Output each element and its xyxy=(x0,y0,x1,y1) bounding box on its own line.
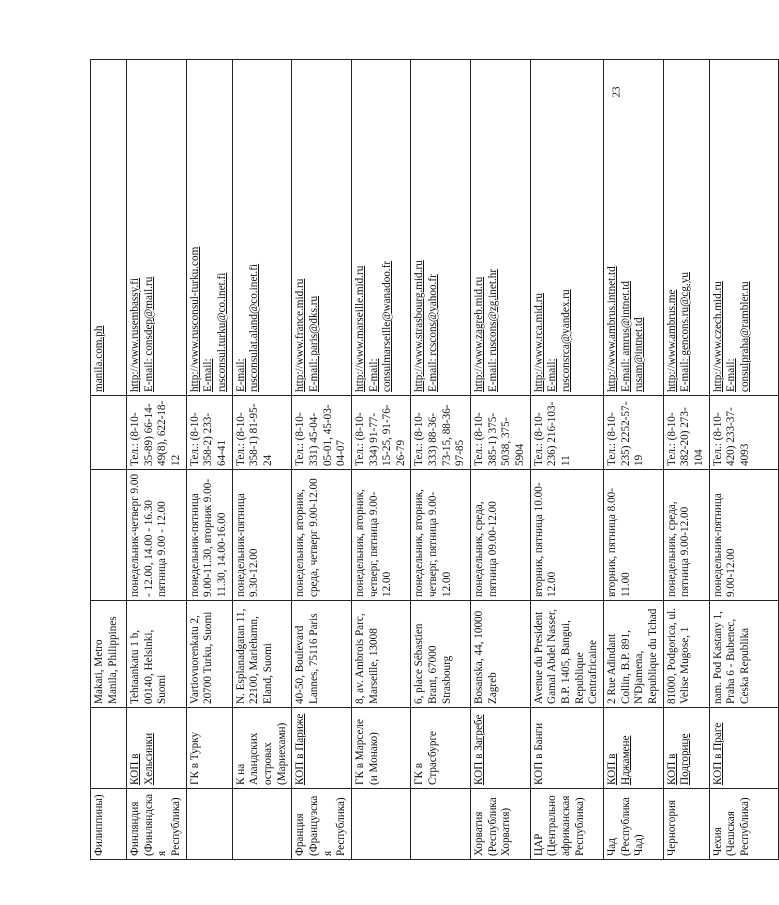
country-cell: ЦАР (Центральноафриканская Республика) xyxy=(530,789,603,860)
web-email-cell xyxy=(663,60,709,396)
contact-link[interactable]: E-mail: gencons.ru@cg.yu xyxy=(679,272,692,392)
web-email-cell xyxy=(127,60,187,396)
country-cell: Филиппины) xyxy=(91,789,127,860)
phone-cell: Тел.: (8-10-331) 45-04-05-01, 45-03-04-07 xyxy=(292,396,352,470)
phone-cell: Тел.: (8-10-333) 88-36-73-15, 88-36-97-85 xyxy=(411,396,471,470)
country-cell: Финляндия (Финляндская Республика) xyxy=(127,789,187,860)
country-cell: Хорватия (Республика Хорватия) xyxy=(471,789,531,860)
contact-link[interactable]: consulmarseille@wanadoo.fr xyxy=(381,260,394,392)
contact-link[interactable]: E-mail: xyxy=(234,358,247,392)
web-email-cell xyxy=(232,60,292,396)
contact-link[interactable]: http://www.rusconsul-turku.com xyxy=(188,246,201,392)
contact-link[interactable]: E-mail: amrus@intnet.td xyxy=(619,281,632,392)
phone-cell: Тел.: (8-10-420) 233-37-4093 xyxy=(709,396,778,470)
web-email-cell xyxy=(411,60,471,396)
country-cell xyxy=(186,789,232,860)
hours-cell xyxy=(91,470,127,601)
office-cell xyxy=(91,708,127,789)
office-cell: КОП в Банги xyxy=(530,708,603,789)
address-cell: 6, place Sébastien Brant, 67000 Strasbourg xyxy=(411,601,471,708)
address-cell: Tehtaankatu 1 b, 00140, Helsinki, Suomi xyxy=(127,601,187,708)
contact-link[interactable]: E-mail: rcscons@yahoo.fr xyxy=(427,274,440,392)
phone-cell: Тел.: (8-10-236) 216-103-11 xyxy=(530,396,603,470)
address-cell: Vartiovuorenkatu 2, 20700 Turku, Suomi xyxy=(186,601,232,708)
office-cell: КОП в Нджамене xyxy=(604,708,664,789)
phone-cell: Тел.: (8-10-358-2) 233-64-41 xyxy=(186,396,232,470)
office-cell: КОП в Загребе xyxy=(471,708,531,789)
office-cell: КОП в Хельсинки xyxy=(127,708,187,789)
contact-link[interactable]: E-mail: ruscons@zg.inet.hr xyxy=(486,268,499,392)
office-cell: КОП в Праге xyxy=(709,708,778,789)
country-cell: Чехия (Чешская Республика) xyxy=(709,789,778,860)
phone-cell: Тел.: (8-10-334) 91-77-15-25, 91-76-26-79 xyxy=(351,396,411,470)
web-email-cell xyxy=(186,60,232,396)
web-email-cell xyxy=(709,60,778,396)
phone-cell xyxy=(91,396,127,470)
table-row xyxy=(91,60,127,860)
address-cell: 81000, Podgorica, ul. Velise Mugose, 1 xyxy=(663,601,709,708)
contact-link[interactable]: http://www.ambrus.intnet.td xyxy=(606,266,618,392)
contact-link[interactable]: http://www.zagreb.mid.ru xyxy=(473,276,486,392)
table-row xyxy=(663,60,709,860)
web-email-cell xyxy=(530,60,603,396)
hours-cell: понедельник-пятница 9.00-11.30, вторник 9.00-11.30, 14.00-16.00 xyxy=(186,470,232,601)
web-email-cell xyxy=(604,60,664,396)
contact-link[interactable]: E-mail: xyxy=(546,358,559,392)
table-row xyxy=(127,60,187,860)
office-cell: ГК в Страсбурге xyxy=(411,708,471,789)
contact-link[interactable]: http://www.rusembassy.fi xyxy=(129,277,141,392)
contact-link[interactable]: E-mail: xyxy=(367,358,380,392)
phone-cell: Тел.: (8-10-35-89) 66-14-49(8), 622-18-12 xyxy=(127,396,187,470)
web-email-cell xyxy=(471,60,531,396)
contact-link[interactable]: rusconsul.turku@co.inet.fi xyxy=(215,272,228,392)
contact-link[interactable]: http://www.france.mid.ru xyxy=(294,278,307,392)
web-email-cell xyxy=(91,60,127,396)
contact-link[interactable]: rusconsulat.aland@co.inet.fi xyxy=(248,263,261,392)
address-cell: Avenue du President Gamal Abdel Nasser, B.P. 1405, Bangui, Republique Centrafricaine xyxy=(530,601,603,708)
consulates-table xyxy=(90,59,779,860)
table-row xyxy=(604,60,664,860)
hours-cell: понедельник-пятница 9.00-12.00 xyxy=(709,470,778,601)
hours-cell: понедельник-четверг 9.00 - 12.00, 14.00 - 16.30 пятница 9.00 - 12.00 xyxy=(127,470,187,601)
contact-link[interactable]: rusam@intnet.td xyxy=(633,317,646,392)
table-row xyxy=(530,60,603,860)
country-cell: Черногория xyxy=(663,789,709,860)
country-cell xyxy=(411,789,471,860)
office-cell: К на Аландских островах (Мариехамн) xyxy=(232,708,292,789)
country-cell xyxy=(232,789,292,860)
hours-cell: вторник, пятница 8.00-11.00 xyxy=(604,470,664,601)
table-body xyxy=(91,60,779,860)
address-cell: Bosanska, 44, 10000 Zagreb xyxy=(471,601,531,708)
contact-link[interactable]: http://www.strasbourg.mid.ru xyxy=(413,260,426,392)
country-cell xyxy=(351,789,411,860)
contact-link[interactable]: http://www.marseille.mid.ru xyxy=(353,265,366,392)
contact-link[interactable]: E-mail: paris@dks.ru xyxy=(307,295,320,392)
address-cell: 40-50, Boulevard Lannes, 75116 Paris xyxy=(292,601,352,708)
contact-link[interactable]: E-mail: consdep@mail.ru xyxy=(142,276,155,392)
hours-cell: понедельник, среда, пятница 09.00-12.00 xyxy=(471,470,531,601)
page-number: 23 xyxy=(610,86,623,98)
table-row xyxy=(186,60,232,860)
phone-cell: Тел.: (8-10-382-20) 273-104 xyxy=(663,396,709,470)
hours-cell: вторник, пятница 10.00-12.00 xyxy=(530,470,603,601)
table-row xyxy=(292,60,352,860)
address-cell: 8, av. Ambrois Parc, Marseille, 13008 xyxy=(351,601,411,708)
country-cell: Чад (Республика Чад) xyxy=(604,789,664,860)
table-row xyxy=(232,60,292,860)
contact-link[interactable]: rusconsrca@yandex.ru xyxy=(560,289,573,392)
address-cell: N. Esplanadgatan 11, 22100, Mariehamn, Eland, Suomi xyxy=(232,601,292,708)
office-cell: ГК в Марселе (и Монако) xyxy=(351,708,411,789)
phone-cell: Тел.: (8-10-235) 2252-57-19 xyxy=(604,396,664,470)
rotated-table-wrapper xyxy=(90,60,751,860)
hours-cell: понедельник-пятница 9.30-12.00 xyxy=(232,470,292,601)
office-cell: ГК в Турку xyxy=(186,708,232,789)
address-cell: nam. Pod Kastany 1, Praha 6 - Bubenec, Ceska Republika xyxy=(709,601,778,708)
office-cell: КОП в Париже xyxy=(292,708,352,789)
hours-cell: понедельник, среда, пятница 9.00-12.00 xyxy=(663,470,709,601)
hours-cell: понедельник, вторник, среда, четверг 9.00-12.00 xyxy=(292,470,352,601)
table-row xyxy=(471,60,531,860)
contact-link[interactable]: http://www.czech.mid.ru xyxy=(711,281,724,392)
table-row xyxy=(709,60,778,860)
web-email-cell xyxy=(292,60,352,396)
address-cell: Makati, Metro Manila, Philippines xyxy=(91,601,127,708)
web-email-cell xyxy=(351,60,411,396)
contact-link[interactable]: E-mail: xyxy=(725,358,738,392)
address-cell: 2 Rue Adindant Collin, B.P. 891, N'Djamena, Republique du Tchad xyxy=(604,601,664,708)
contact-link[interactable]: manila.com.ph xyxy=(93,325,105,392)
contact-link[interactable]: consulpraha@rambler.ru xyxy=(738,281,751,392)
contact-link[interactable]: http://www.ambrus.me xyxy=(665,289,678,392)
hours-cell: понедельник, вторник, четверг, пятница 9.00-12.00 xyxy=(351,470,411,601)
contact-link[interactable]: E-mail: xyxy=(202,358,215,392)
table-row xyxy=(351,60,411,860)
phone-cell: Тел.: (8-10-385-1) 375-5038, 375-5904 xyxy=(471,396,531,470)
country-cell: Франция (Французская Республика) xyxy=(292,789,352,860)
contact-link[interactable]: http://www.rca.mid.ru xyxy=(532,292,545,392)
phone-cell: Тел.: (8-10-358-1) 81-95-24 xyxy=(232,396,292,470)
table-row xyxy=(411,60,471,860)
office-cell: КОП в Подгорице xyxy=(663,708,709,789)
hours-cell: понедельник, вторник, четверг, пятница 9.00-12.00 xyxy=(411,470,471,601)
